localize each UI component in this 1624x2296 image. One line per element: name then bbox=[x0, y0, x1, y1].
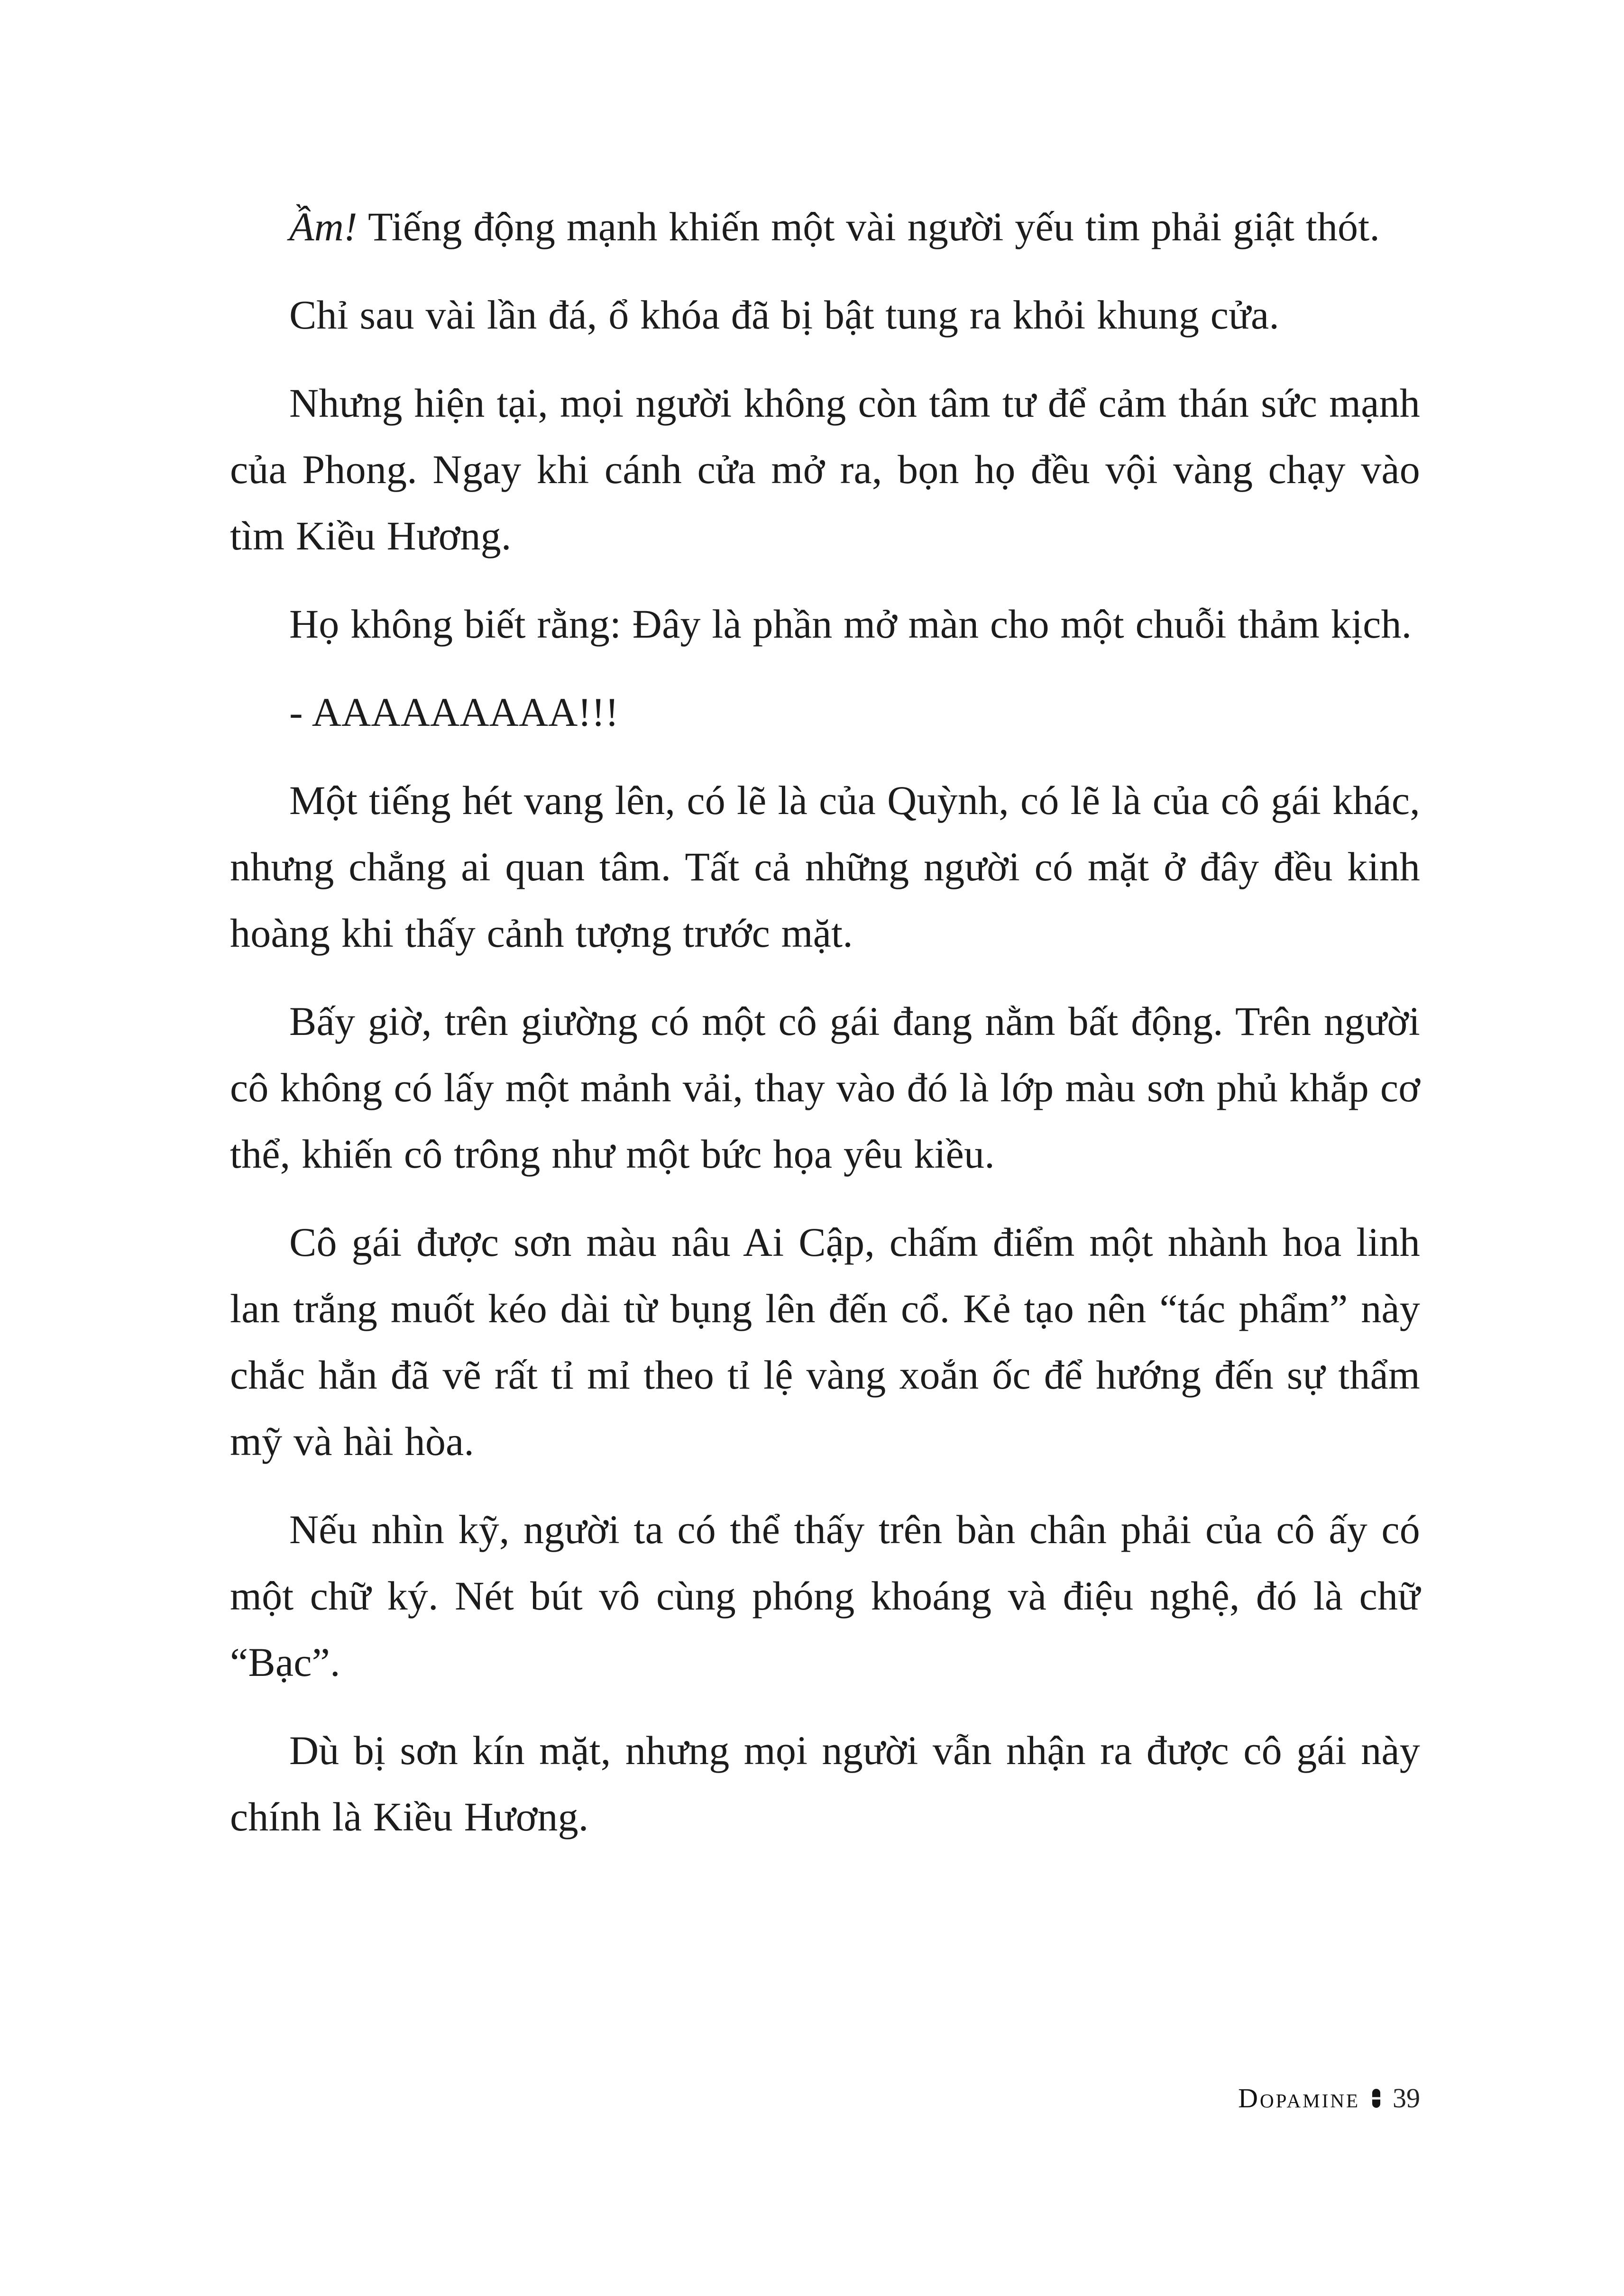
paragraph: Bấy giờ, trên giường có một cô gái đang nằm bất động. Trên người cô không có lấy một mảnh vải, thay vào đó là lớp màu sơn phủ khắp cơ thể, khiến cô trông như một bức họa yêu kiều. bbox=[230, 998, 1420, 1177]
page-number: 39 bbox=[1393, 2083, 1420, 2113]
pill-icon bbox=[1372, 2089, 1380, 2108]
paragraph: Cô gái được sơn màu nâu Ai Cập, chấm điểm một nhành hoa linh lan trắng muốt kéo dài từ bụng lên đến cổ. Kẻ tạo nên “tác phẩm” này chắc hẳn đã vẽ rất tỉ mỉ theo tỉ lệ vàng xoắn ốc để hướng đến sự thẩm mỹ và hài hòa. bbox=[230, 1219, 1420, 1464]
paragraph: - AAAAAAAAA!!! bbox=[289, 689, 619, 735]
paragraph: Một tiếng hét vang lên, có lẽ là của Quỳnh, có lẽ là của cô gái khác, nhưng chẳng ai quan tâm. Tất cả những người có mặt ở đây đều kinh hoàng khi thấy cảnh tượng trước mặt. bbox=[230, 778, 1420, 956]
paragraph: Dù bị sơn kín mặt, nhưng mọi người vẫn nhận ra được cô gái này chính là Kiều Hương. bbox=[230, 1728, 1420, 1839]
paragraph: Chỉ sau vài lần đá, ổ khóa đã bị bật tung ra khỏi khung cửa. bbox=[289, 292, 1280, 338]
book-title: Dopamine bbox=[1238, 2083, 1360, 2113]
paragraph: Nếu nhìn kỹ, người ta có thể thấy trên bàn chân phải của cô ấy có một chữ ký. Nét bút vô cùng phóng khoáng và điệu nghệ, đó là chữ “Bạc”. bbox=[230, 1507, 1420, 1685]
paragraph bbox=[230, 193, 1420, 260]
page-footer bbox=[1238, 2082, 1420, 2114]
paragraph: Nhưng hiện tại, mọi người không còn tâm tư để cảm thán sức mạnh của Phong. Ngay khi cánh cửa mở ra, bọn họ đều vội vàng chạy vào tìm Kiều Hương. bbox=[230, 380, 1420, 558]
paragraph-text: Tiếng động mạnh khiến một vài người yếu tim phải giật thót. bbox=[368, 204, 1380, 249]
paragraph: Họ không biết rằng: Đây là phần mở màn cho một chuỗi thảm kịch. bbox=[289, 601, 1412, 647]
onomatopoeia-lead: Ầm! bbox=[289, 204, 358, 249]
body-text bbox=[230, 193, 1420, 1872]
